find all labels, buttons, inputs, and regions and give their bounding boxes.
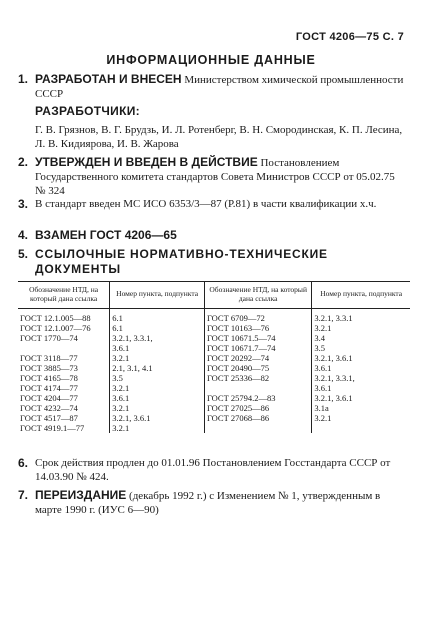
doc-cell: ГОСТ 25336—82 xyxy=(204,373,311,383)
table-row xyxy=(18,413,410,423)
clause-cell: 3.2.1 xyxy=(110,423,205,433)
doc-cell: ГОСТ 10671.7—74 xyxy=(204,343,311,353)
doc-cell: ГОСТ 6709—72 xyxy=(204,309,311,324)
doc-cell: ГОСТ 27068—86 xyxy=(204,413,311,423)
clause-cell: 3.2.1 xyxy=(110,353,205,363)
doc-cell xyxy=(18,343,110,353)
table-header: Номер пункта, подпункта xyxy=(312,282,410,309)
developers-heading: РАЗРАБОТЧИКИ: xyxy=(35,104,140,118)
doc-cell: ГОСТ 27025—86 xyxy=(204,403,311,413)
table-header: Номер пункта, подпункта xyxy=(110,282,205,309)
page-header: ГОСТ 4206—75 С. 7 xyxy=(295,31,404,43)
doc-cell xyxy=(204,423,311,433)
clause-cell: 3.6.1 xyxy=(110,343,205,353)
section-text: В стандарт введен МС ИСО 6353/3—87 (Р.81) в части квалификации х.ч. xyxy=(35,198,377,210)
section-heading: УТВЕРЖДЕН И ВВЕДЕН В ДЕЙСТВИЕ xyxy=(35,155,258,169)
clause-cell: 3.2.1 xyxy=(314,413,332,423)
section-text: Министерством химической промышленности СССР xyxy=(35,74,404,100)
doc-cell: ГОСТ 3118—77 xyxy=(18,353,110,363)
doc-cell: ГОСТ 4174—77 xyxy=(18,383,110,393)
clause-cell: 3.5 xyxy=(110,373,205,383)
doc-cell: ГОСТ 10163—76 xyxy=(204,323,311,333)
table-row xyxy=(18,373,410,383)
table-row xyxy=(18,363,410,373)
doc-cell xyxy=(204,383,311,393)
clause-cell: 2.1, 3.1, 4.1 xyxy=(110,363,205,373)
table-row xyxy=(18,343,410,353)
doc-cell: ГОСТ 4232—74 xyxy=(18,403,110,413)
table-row xyxy=(18,393,410,403)
doc-cell: ГОСТ 12.1.005—88 xyxy=(18,309,110,324)
section-3 xyxy=(18,197,408,211)
section-number: 7. xyxy=(18,488,29,502)
clause-cell: 6.1 xyxy=(110,323,205,333)
section-2 xyxy=(18,155,408,198)
clause-cell: 3.2.1 xyxy=(110,403,205,413)
clause-cell: 3.2.1, 3.6.1 xyxy=(314,353,353,363)
clause-cell: 3.6.1 xyxy=(110,393,205,403)
section-text: (декабрь 1992 г.) с Изменением № 1, утвержденным в марте 1990 г. (ИУС 6—90) xyxy=(35,490,381,516)
page-title: ИНФОРМАЦИОННЫЕ ДАННЫЕ xyxy=(106,53,316,67)
clause-cell: 3.2.1, 3.6.1 xyxy=(110,413,205,423)
section-5 xyxy=(18,247,408,277)
section-heading: РАЗРАБОТАН И ВНЕСЕН xyxy=(35,72,182,86)
table-row xyxy=(18,383,410,393)
section-heading: ВЗАМЕН ГОСТ 4206—65 xyxy=(35,228,177,242)
doc-cell: ГОСТ 12.1.007—76 xyxy=(18,323,110,333)
section-number: 2. xyxy=(18,155,29,169)
clause-cell: 3.2.1, 3.6.1 xyxy=(314,393,353,403)
table-row xyxy=(18,323,410,333)
doc-cell: ГОСТ 3885—73 xyxy=(18,363,110,373)
table-header: Обозначение НТД, на который дана ссылка xyxy=(204,282,311,309)
table-row xyxy=(18,353,410,363)
doc-cell: ГОСТ 4204—77 xyxy=(18,393,110,403)
doc-cell: ГОСТ 1770—74 xyxy=(18,333,110,343)
clause-cell: 6.1 xyxy=(110,309,205,324)
clause-cell: 3.6.1 xyxy=(314,383,332,393)
clause-cell: 3.5 xyxy=(314,343,326,353)
clause-cell: 3.2.1, 3.3.1, xyxy=(110,333,205,343)
section-7 xyxy=(18,488,408,517)
clause-cell: 3.2.1, 3.3.1, xyxy=(314,373,355,383)
doc-cell: ГОСТ 25794.2—83 xyxy=(204,393,311,403)
clause-cell: 3.2.1 xyxy=(314,323,332,333)
clause-cell: 3.2.1 xyxy=(110,383,205,393)
clause-cell: 3.4 xyxy=(314,333,326,343)
table-row xyxy=(18,333,410,343)
doc-cell: ГОСТ 4919.1—77 xyxy=(18,423,110,433)
section-number: 6. xyxy=(18,456,29,470)
doc-cell: ГОСТ 20292—74 xyxy=(204,353,311,363)
section-heading: ПЕРЕИЗДАНИЕ xyxy=(35,488,127,502)
section-number: 3. xyxy=(18,197,29,211)
doc-cell: ГОСТ 4165—78 xyxy=(18,373,110,383)
table-header: Обозначение НТД, на который дана ссылка xyxy=(18,282,110,309)
section-4 xyxy=(18,228,408,243)
references-table xyxy=(18,281,410,433)
clause-cell xyxy=(312,423,410,433)
table-row xyxy=(18,403,410,413)
clause-cell: 3.2.1, 3.3.1 xyxy=(314,313,353,323)
section-6 xyxy=(18,456,408,484)
table-row xyxy=(18,309,410,324)
section-number: 5. xyxy=(18,247,29,261)
clause-cell: 3.1а xyxy=(314,403,329,413)
section-text: Срок действия продлен до 01.01.96 Постановлением Госстандарта СССР от 14.03.90 № 424. xyxy=(35,457,391,483)
section-number: 1. xyxy=(18,72,29,86)
section-heading: ССЫЛОЧНЫЕ НОРМАТИВНО-ТЕХНИЧЕСКИЕ ДОКУМЕНТЫ xyxy=(35,247,328,276)
table-row xyxy=(18,423,410,433)
doc-cell: ГОСТ 20490—75 xyxy=(204,363,311,373)
developers-list: Г. В. Грязнов, В. Г. Брудзь, И. Л. Ротенберг, В. Н. Смородинская, К. П. Лесина, Л. В. Кидиярова, И. В. Жарова xyxy=(35,124,403,150)
doc-cell: ГОСТ 4517—87 xyxy=(18,413,110,423)
section-1 xyxy=(18,72,408,101)
section-number: 4. xyxy=(18,228,29,242)
section-text: Постановлением Государственного комитета стандартов Совета Министров СССР от 05.02.75 № 324 xyxy=(35,157,395,197)
clause-cell: 3.6.1 xyxy=(314,363,332,373)
doc-cell: ГОСТ 10671.5—74 xyxy=(204,333,311,343)
